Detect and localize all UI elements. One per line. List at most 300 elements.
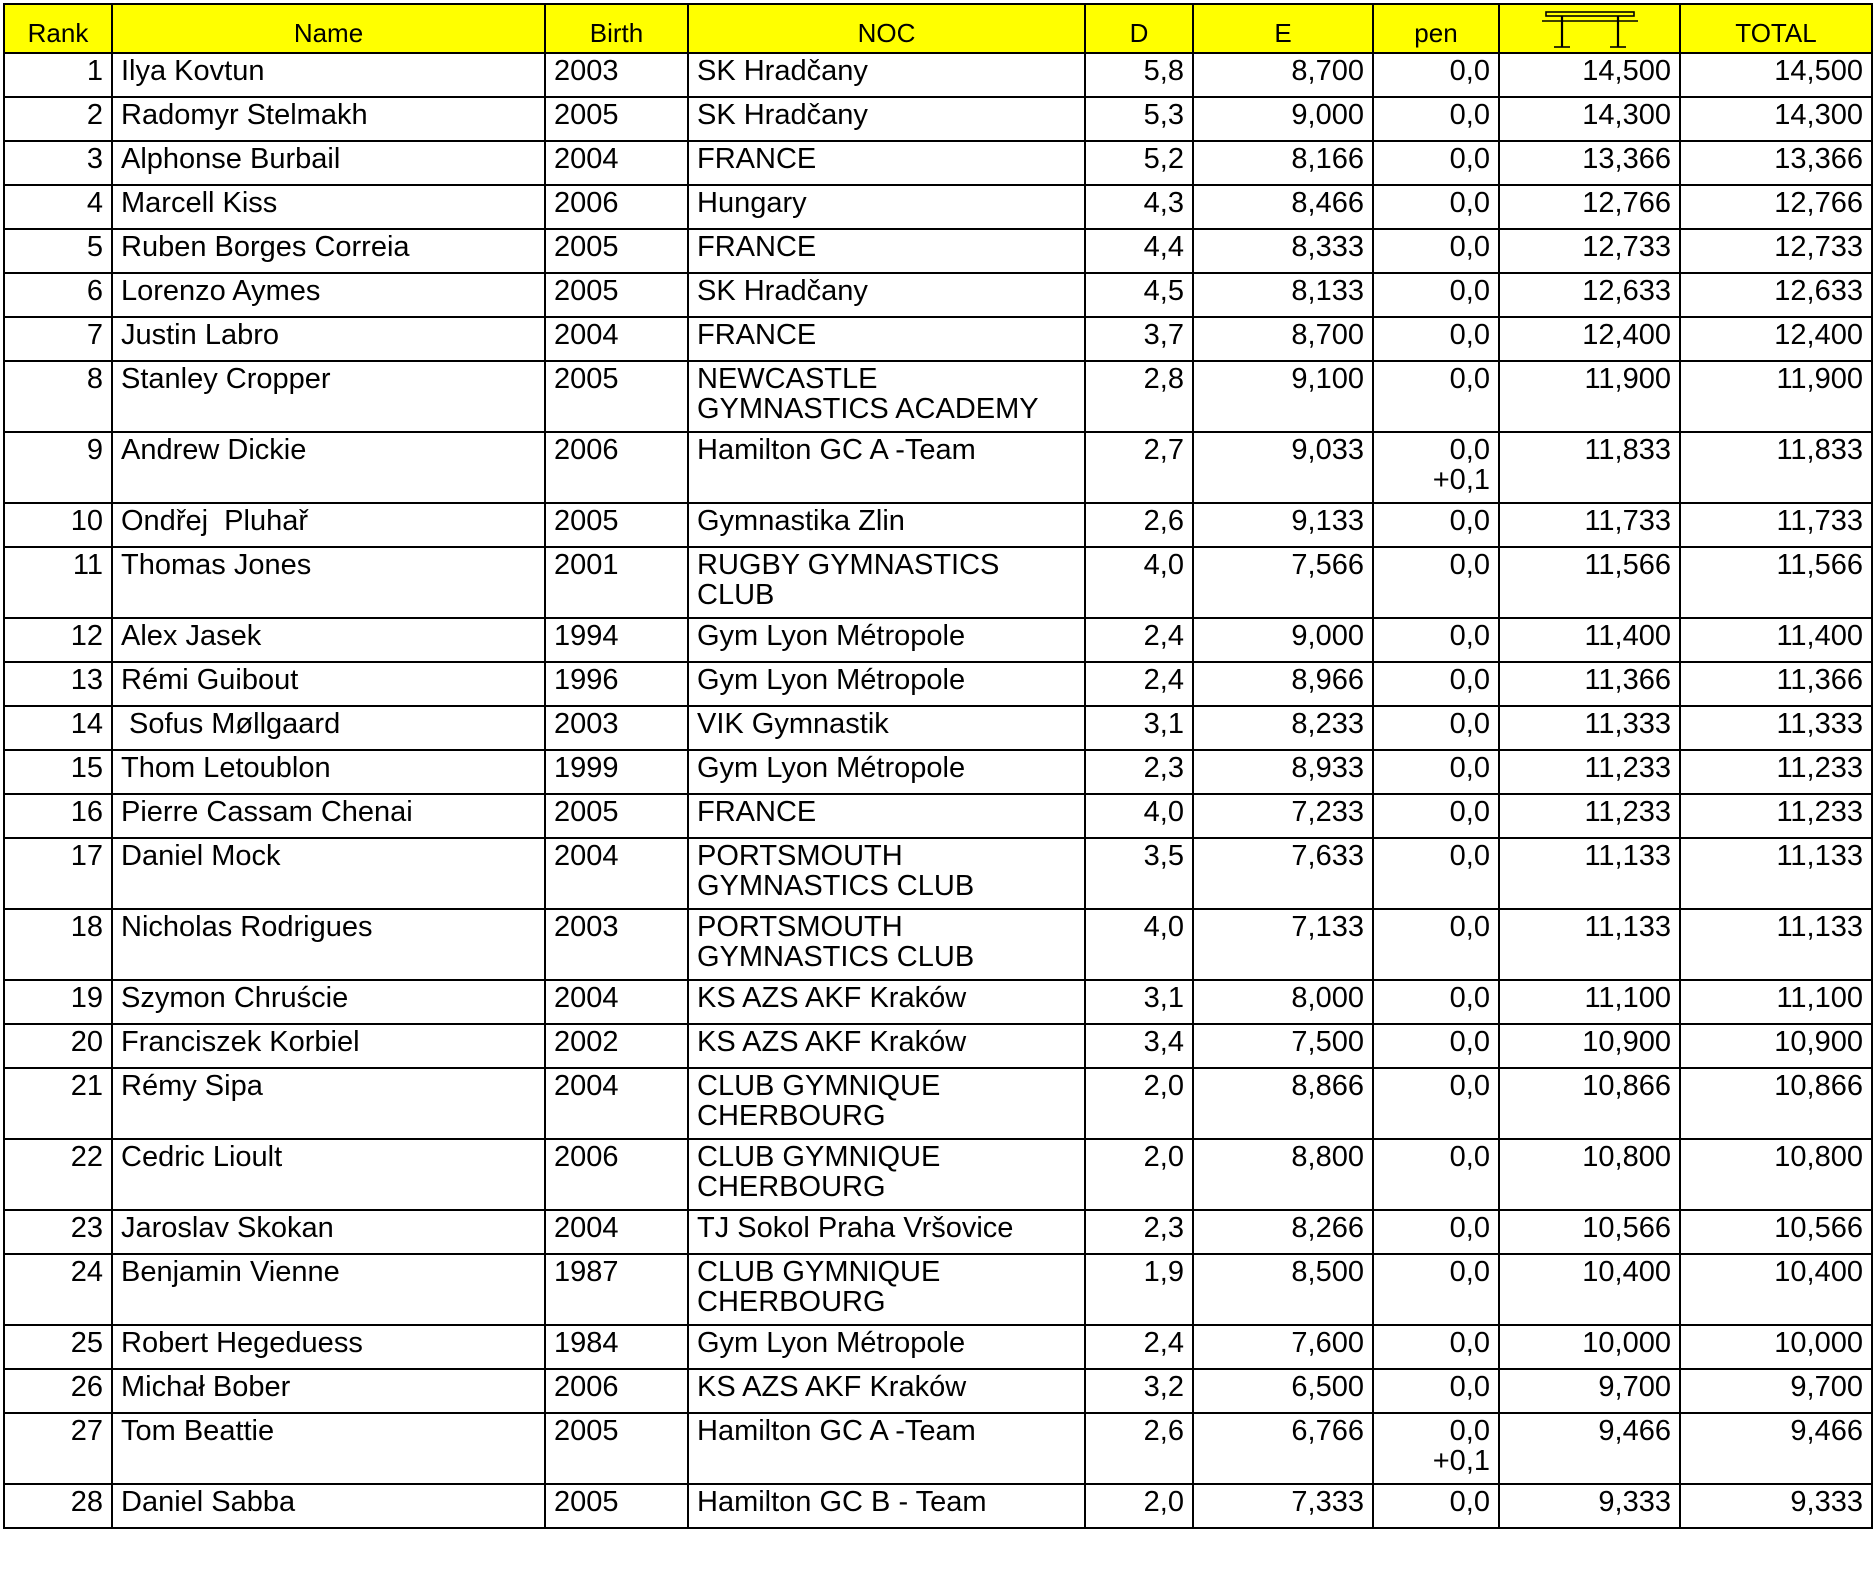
cell-apparatus-score: 11,133	[1499, 909, 1680, 980]
penalty-value: 0,0	[1449, 796, 1490, 828]
cell-rank: 21	[4, 1068, 112, 1139]
cell-name: Michał Bober	[112, 1369, 545, 1413]
cell-d: 1,9	[1085, 1254, 1193, 1325]
header-d: D	[1085, 4, 1193, 53]
cell-d: 2,6	[1085, 1413, 1193, 1484]
cell-pen	[1373, 361, 1499, 432]
cell-apparatus-score: 10,800	[1499, 1139, 1680, 1210]
cell-birth: 2005	[545, 273, 688, 317]
cell-noc: Hamilton GC B - Team	[688, 1484, 1085, 1528]
cell-d: 2,0	[1085, 1139, 1193, 1210]
cell-d: 5,3	[1085, 97, 1193, 141]
cell-d: 2,0	[1085, 1068, 1193, 1139]
cell-birth: 2003	[545, 909, 688, 980]
cell-rank: 4	[4, 185, 112, 229]
cell-e: 6,766	[1193, 1413, 1373, 1484]
cell-pen	[1373, 1369, 1499, 1413]
cell-name: Ondřej Pluhař	[112, 503, 545, 547]
cell-d: 3,4	[1085, 1024, 1193, 1068]
cell-total: 10,866	[1680, 1068, 1872, 1139]
penalty-value: 0,0	[1449, 363, 1490, 395]
cell-e: 7,566	[1193, 547, 1373, 618]
cell-rank: 18	[4, 909, 112, 980]
header-apparatus	[1499, 4, 1680, 53]
cell-total: 12,633	[1680, 273, 1872, 317]
header-total: TOTAL	[1680, 4, 1872, 53]
cell-rank: 20	[4, 1024, 112, 1068]
cell-total: 11,733	[1680, 503, 1872, 547]
cell-total: 11,233	[1680, 794, 1872, 838]
cell-birth: 2001	[545, 547, 688, 618]
cell-birth: 2006	[545, 1369, 688, 1413]
table-row	[4, 432, 1872, 503]
cell-total: 13,366	[1680, 141, 1872, 185]
cell-name: Ruben Borges Correia	[112, 229, 545, 273]
cell-birth: 1987	[545, 1254, 688, 1325]
cell-pen	[1373, 141, 1499, 185]
penalty-value: 0,0	[1449, 1327, 1490, 1359]
cell-total: 11,833	[1680, 432, 1872, 503]
cell-total: 10,900	[1680, 1024, 1872, 1068]
cell-pen	[1373, 185, 1499, 229]
results-table	[3, 3, 1873, 1529]
cell-apparatus-score: 11,233	[1499, 794, 1680, 838]
cell-pen	[1373, 662, 1499, 706]
cell-e: 7,500	[1193, 1024, 1373, 1068]
cell-noc: FRANCE	[688, 141, 1085, 185]
cell-pen	[1373, 229, 1499, 273]
table-row	[4, 750, 1872, 794]
cell-pen	[1373, 838, 1499, 909]
penalty-value: 0,0	[1449, 434, 1490, 466]
cell-birth: 2004	[545, 838, 688, 909]
cell-apparatus-score: 13,366	[1499, 141, 1680, 185]
cell-noc: Gym Lyon Métropole	[688, 618, 1085, 662]
table-row	[4, 1413, 1872, 1484]
cell-birth: 2004	[545, 317, 688, 361]
cell-e: 8,466	[1193, 185, 1373, 229]
cell-total: 11,100	[1680, 980, 1872, 1024]
table-row	[4, 980, 1872, 1024]
penalty-value: 0,0	[1449, 505, 1490, 537]
cell-d: 3,7	[1085, 317, 1193, 361]
cell-rank: 6	[4, 273, 112, 317]
cell-apparatus-score: 10,866	[1499, 1068, 1680, 1139]
penalty-value: 0,0	[1449, 620, 1490, 652]
cell-e: 7,633	[1193, 838, 1373, 909]
cell-e: 8,333	[1193, 229, 1373, 273]
penalty-extra: +0,1	[1432, 464, 1490, 496]
cell-e: 8,500	[1193, 1254, 1373, 1325]
table-row	[4, 1139, 1872, 1210]
table-row	[4, 794, 1872, 838]
cell-name: Cedric Lioult	[112, 1139, 545, 1210]
penalty-value: 0,0	[1449, 319, 1490, 351]
cell-birth: 2005	[545, 97, 688, 141]
cell-name: Benjamin Vienne	[112, 1254, 545, 1325]
cell-d: 2,3	[1085, 1210, 1193, 1254]
cell-pen	[1373, 1139, 1499, 1210]
cell-e: 8,700	[1193, 317, 1373, 361]
cell-total: 11,133	[1680, 909, 1872, 980]
cell-e: 8,966	[1193, 662, 1373, 706]
cell-pen	[1373, 503, 1499, 547]
penalty-value: 0,0	[1449, 549, 1490, 581]
cell-name: Tom Beattie	[112, 1413, 545, 1484]
cell-e: 9,133	[1193, 503, 1373, 547]
cell-pen	[1373, 97, 1499, 141]
cell-d: 5,2	[1085, 141, 1193, 185]
cell-e: 9,033	[1193, 432, 1373, 503]
penalty-value: 0,0	[1449, 840, 1490, 872]
cell-apparatus-score: 10,566	[1499, 1210, 1680, 1254]
table-row	[4, 662, 1872, 706]
cell-noc: FRANCE	[688, 317, 1085, 361]
cell-rank: 5	[4, 229, 112, 273]
cell-e: 7,233	[1193, 794, 1373, 838]
table-row	[4, 1210, 1872, 1254]
cell-noc: Hamilton GC A -Team	[688, 1413, 1085, 1484]
cell-rank: 2	[4, 97, 112, 141]
cell-pen	[1373, 1413, 1499, 1484]
header-birth: Birth	[545, 4, 688, 53]
cell-total: 10,000	[1680, 1325, 1872, 1369]
cell-birth: 2006	[545, 1139, 688, 1210]
penalty-value: 0,0	[1449, 275, 1490, 307]
cell-rank: 17	[4, 838, 112, 909]
cell-pen	[1373, 1325, 1499, 1369]
header-row	[4, 4, 1872, 53]
cell-total: 11,900	[1680, 361, 1872, 432]
cell-pen	[1373, 547, 1499, 618]
cell-rank: 7	[4, 317, 112, 361]
cell-d: 4,0	[1085, 794, 1193, 838]
cell-birth: 2005	[545, 794, 688, 838]
cell-birth: 2003	[545, 706, 688, 750]
cell-noc: Gym Lyon Métropole	[688, 1325, 1085, 1369]
cell-total: 11,400	[1680, 618, 1872, 662]
cell-pen	[1373, 1484, 1499, 1528]
cell-total: 10,566	[1680, 1210, 1872, 1254]
cell-name: Ilya Kovtun	[112, 53, 545, 97]
cell-noc: Gym Lyon Métropole	[688, 750, 1085, 794]
penalty-value: 0,0	[1449, 1212, 1490, 1244]
table-row	[4, 97, 1872, 141]
cell-noc: CLUB GYMNIQUE CHERBOURG	[688, 1068, 1085, 1139]
cell-apparatus-score: 14,300	[1499, 97, 1680, 141]
cell-birth: 2002	[545, 1024, 688, 1068]
cell-e: 7,600	[1193, 1325, 1373, 1369]
cell-pen	[1373, 273, 1499, 317]
cell-noc: FRANCE	[688, 229, 1085, 273]
cell-rank: 15	[4, 750, 112, 794]
cell-apparatus-score: 12,633	[1499, 273, 1680, 317]
cell-d: 3,5	[1085, 838, 1193, 909]
cell-rank: 12	[4, 618, 112, 662]
cell-name: Franciszek Korbiel	[112, 1024, 545, 1068]
cell-name: Marcell Kiss	[112, 185, 545, 229]
cell-name: Daniel Sabba	[112, 1484, 545, 1528]
cell-d: 4,0	[1085, 547, 1193, 618]
cell-name: Radomyr Stelmakh	[112, 97, 545, 141]
cell-pen	[1373, 432, 1499, 503]
cell-noc: CLUB GYMNIQUE CHERBOURG	[688, 1139, 1085, 1210]
penalty-value: 0,0	[1449, 752, 1490, 784]
penalty-value: 0,0	[1449, 187, 1490, 219]
penalty-value: 0,0	[1449, 708, 1490, 740]
cell-apparatus-score: 10,400	[1499, 1254, 1680, 1325]
cell-e: 8,800	[1193, 1139, 1373, 1210]
cell-d: 4,4	[1085, 229, 1193, 273]
cell-birth: 1999	[545, 750, 688, 794]
cell-rank: 16	[4, 794, 112, 838]
cell-e: 8,266	[1193, 1210, 1373, 1254]
table-row	[4, 1254, 1872, 1325]
cell-e: 8,133	[1193, 273, 1373, 317]
cell-name: Rémy Sipa	[112, 1068, 545, 1139]
cell-name: Alex Jasek	[112, 618, 545, 662]
cell-noc: Gym Lyon Métropole	[688, 662, 1085, 706]
cell-e: 7,133	[1193, 909, 1373, 980]
cell-total: 11,366	[1680, 662, 1872, 706]
penalty-value: 0,0	[1449, 1371, 1490, 1403]
cell-name: Lorenzo Aymes	[112, 273, 545, 317]
cell-birth: 2004	[545, 1210, 688, 1254]
cell-total: 9,333	[1680, 1484, 1872, 1528]
cell-noc: NEWCASTLE GYMNASTICS ACADEMY	[688, 361, 1085, 432]
header-pen: pen	[1373, 4, 1499, 53]
cell-birth: 1984	[545, 1325, 688, 1369]
cell-noc: SK Hradčany	[688, 97, 1085, 141]
cell-rank: 10	[4, 503, 112, 547]
cell-d: 4,3	[1085, 185, 1193, 229]
penalty-value: 0,0	[1449, 1141, 1490, 1173]
cell-d: 5,8	[1085, 53, 1193, 97]
cell-rank: 11	[4, 547, 112, 618]
cell-birth: 2003	[545, 53, 688, 97]
cell-birth: 2005	[545, 361, 688, 432]
header-noc: NOC	[688, 4, 1085, 53]
cell-total: 10,400	[1680, 1254, 1872, 1325]
cell-name: Robert Hegeduess	[112, 1325, 545, 1369]
cell-e: 9,100	[1193, 361, 1373, 432]
cell-e: 8,933	[1193, 750, 1373, 794]
cell-d: 3,1	[1085, 706, 1193, 750]
cell-e: 8,166	[1193, 141, 1373, 185]
cell-birth: 1994	[545, 618, 688, 662]
cell-e: 8,233	[1193, 706, 1373, 750]
table-row	[4, 547, 1872, 618]
table-row	[4, 53, 1872, 97]
cell-total: 12,400	[1680, 317, 1872, 361]
penalty-value: 0,0	[1449, 982, 1490, 1014]
cell-noc: RUGBY GYMNASTICS CLUB	[688, 547, 1085, 618]
table-row	[4, 317, 1872, 361]
cell-pen	[1373, 706, 1499, 750]
cell-name: Sofus Møllgaard	[112, 706, 545, 750]
cell-total: 11,333	[1680, 706, 1872, 750]
table-row	[4, 361, 1872, 432]
cell-rank: 22	[4, 1139, 112, 1210]
cell-apparatus-score: 11,133	[1499, 838, 1680, 909]
cell-noc: KS AZS AKF Kraków	[688, 1024, 1085, 1068]
cell-birth: 2004	[545, 141, 688, 185]
table-row	[4, 503, 1872, 547]
penalty-extra: +0,1	[1432, 1445, 1490, 1477]
cell-pen	[1373, 1254, 1499, 1325]
cell-total: 11,133	[1680, 838, 1872, 909]
table-row	[4, 1068, 1872, 1139]
cell-birth: 2005	[545, 1413, 688, 1484]
penalty-value: 0,0	[1449, 1026, 1490, 1058]
cell-birth: 2004	[545, 980, 688, 1024]
cell-noc: TJ Sokol Praha Vršovice	[688, 1210, 1085, 1254]
cell-rank: 14	[4, 706, 112, 750]
cell-d: 2,0	[1085, 1484, 1193, 1528]
penalty-value: 0,0	[1449, 911, 1490, 943]
cell-apparatus-score: 11,100	[1499, 980, 1680, 1024]
cell-d: 4,0	[1085, 909, 1193, 980]
cell-name: Rémi Guibout	[112, 662, 545, 706]
penalty-value: 0,0	[1449, 664, 1490, 696]
table-row	[4, 141, 1872, 185]
cell-noc: KS AZS AKF Kraków	[688, 1369, 1085, 1413]
cell-total: 10,800	[1680, 1139, 1872, 1210]
cell-rank: 13	[4, 662, 112, 706]
cell-pen	[1373, 1068, 1499, 1139]
cell-noc: VIK Gymnastik	[688, 706, 1085, 750]
cell-birth: 2005	[545, 1484, 688, 1528]
cell-birth: 2004	[545, 1068, 688, 1139]
cell-apparatus-score: 11,400	[1499, 618, 1680, 662]
cell-name: Jaroslav Skokan	[112, 1210, 545, 1254]
cell-rank: 9	[4, 432, 112, 503]
table-row	[4, 229, 1872, 273]
cell-e: 9,000	[1193, 618, 1373, 662]
cell-pen	[1373, 1024, 1499, 1068]
cell-e: 6,500	[1193, 1369, 1373, 1413]
cell-d: 2,7	[1085, 432, 1193, 503]
cell-birth: 2005	[545, 503, 688, 547]
cell-apparatus-score: 12,733	[1499, 229, 1680, 273]
cell-name: Daniel Mock	[112, 838, 545, 909]
cell-d: 2,8	[1085, 361, 1193, 432]
cell-name: Alphonse Burbail	[112, 141, 545, 185]
cell-total: 11,566	[1680, 547, 1872, 618]
cell-noc: Hungary	[688, 185, 1085, 229]
header-e: E	[1193, 4, 1373, 53]
cell-pen	[1373, 317, 1499, 361]
header-name: Name	[112, 4, 545, 53]
cell-noc: FRANCE	[688, 794, 1085, 838]
penalty-value: 0,0	[1449, 231, 1490, 263]
cell-e: 8,000	[1193, 980, 1373, 1024]
cell-name: Thom Letoublon	[112, 750, 545, 794]
cell-apparatus-score: 11,333	[1499, 706, 1680, 750]
cell-pen	[1373, 1210, 1499, 1254]
cell-name: Justin Labro	[112, 317, 545, 361]
cell-d: 3,2	[1085, 1369, 1193, 1413]
cell-total: 9,466	[1680, 1413, 1872, 1484]
cell-noc: SK Hradčany	[688, 53, 1085, 97]
cell-apparatus-score: 11,733	[1499, 503, 1680, 547]
cell-d: 3,1	[1085, 980, 1193, 1024]
cell-pen	[1373, 618, 1499, 662]
cell-rank: 28	[4, 1484, 112, 1528]
penalty-value: 0,0	[1449, 55, 1490, 87]
table-row	[4, 706, 1872, 750]
table-row	[4, 1325, 1872, 1369]
cell-rank: 19	[4, 980, 112, 1024]
header-rank: Rank	[4, 4, 112, 53]
cell-pen	[1373, 750, 1499, 794]
cell-rank: 8	[4, 361, 112, 432]
cell-pen	[1373, 909, 1499, 980]
cell-total: 12,733	[1680, 229, 1872, 273]
cell-noc: Gymnastika Zlin	[688, 503, 1085, 547]
cell-pen	[1373, 794, 1499, 838]
cell-name: Stanley Cropper	[112, 361, 545, 432]
penalty-value: 0,0	[1449, 99, 1490, 131]
cell-apparatus-score: 11,566	[1499, 547, 1680, 618]
cell-apparatus-score: 9,700	[1499, 1369, 1680, 1413]
cell-d: 2,4	[1085, 662, 1193, 706]
cell-apparatus-score: 9,466	[1499, 1413, 1680, 1484]
cell-total: 14,500	[1680, 53, 1872, 97]
cell-name: Nicholas Rodrigues	[112, 909, 545, 980]
cell-rank: 23	[4, 1210, 112, 1254]
cell-total: 9,700	[1680, 1369, 1872, 1413]
cell-e: 8,866	[1193, 1068, 1373, 1139]
cell-e: 7,333	[1193, 1484, 1373, 1528]
cell-apparatus-score: 14,500	[1499, 53, 1680, 97]
penalty-value: 0,0	[1449, 143, 1490, 175]
cell-noc: PORTSMOUTH GYMNASTICS CLUB	[688, 909, 1085, 980]
penalty-value: 0,0	[1449, 1256, 1490, 1288]
cell-birth: 1996	[545, 662, 688, 706]
cell-total: 14,300	[1680, 97, 1872, 141]
cell-apparatus-score: 9,333	[1499, 1484, 1680, 1528]
cell-e: 8,700	[1193, 53, 1373, 97]
cell-rank: 25	[4, 1325, 112, 1369]
cell-name: Andrew Dickie	[112, 432, 545, 503]
cell-noc: KS AZS AKF Kraków	[688, 980, 1085, 1024]
cell-apparatus-score: 11,366	[1499, 662, 1680, 706]
table-row	[4, 618, 1872, 662]
cell-apparatus-score: 11,833	[1499, 432, 1680, 503]
cell-birth: 2005	[545, 229, 688, 273]
cell-rank: 24	[4, 1254, 112, 1325]
penalty-value: 0,0	[1449, 1486, 1490, 1518]
cell-e: 9,000	[1193, 97, 1373, 141]
cell-d: 2,3	[1085, 750, 1193, 794]
cell-d: 4,5	[1085, 273, 1193, 317]
cell-apparatus-score: 10,000	[1499, 1325, 1680, 1369]
cell-noc: Hamilton GC A -Team	[688, 432, 1085, 503]
cell-pen	[1373, 980, 1499, 1024]
cell-name: Szymon Chruście	[112, 980, 545, 1024]
table-row	[4, 185, 1872, 229]
cell-birth: 2006	[545, 432, 688, 503]
penalty-value: 0,0	[1449, 1415, 1490, 1447]
cell-d: 2,6	[1085, 503, 1193, 547]
penalty-value: 0,0	[1449, 1070, 1490, 1102]
cell-total: 12,766	[1680, 185, 1872, 229]
table-row	[4, 1484, 1872, 1528]
cell-rank: 27	[4, 1413, 112, 1484]
table-row	[4, 1024, 1872, 1068]
cell-rank: 26	[4, 1369, 112, 1413]
